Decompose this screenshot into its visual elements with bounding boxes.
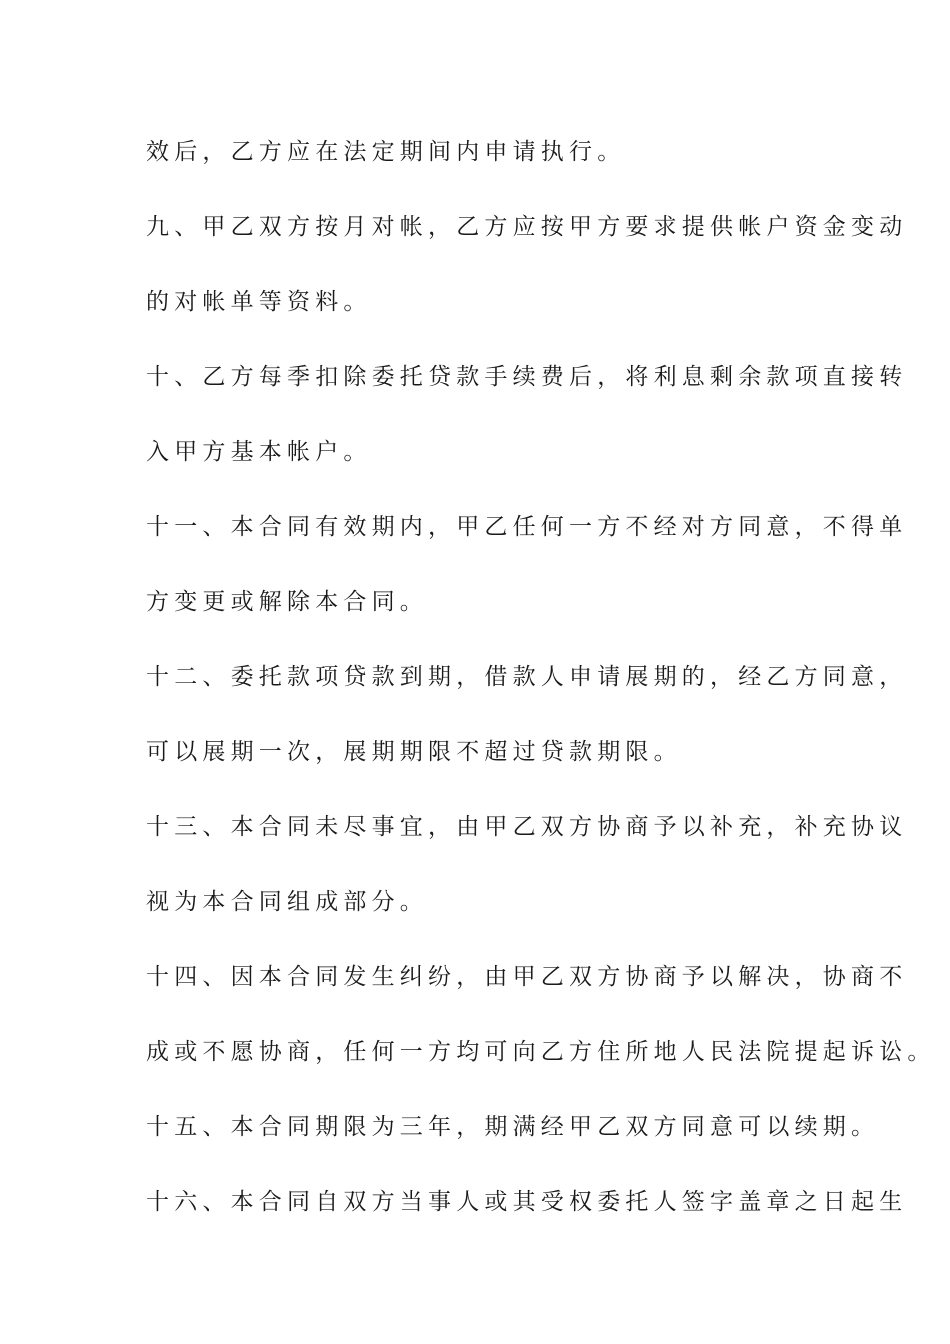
text-line: 九、甲乙双方按月对帐，乙方应按甲方要求提供帐户资金变动: [146, 214, 908, 240]
text-line: 十一、本合同有效期内，甲乙任何一方不经对方同意，不得单: [146, 514, 908, 540]
text-line: 可以展期一次，展期期限不超过贷款期限。: [146, 739, 682, 765]
text-line: 方变更或解除本合同。: [146, 589, 428, 615]
text-line: 入甲方基本帐户。: [146, 439, 372, 465]
text-line: 成或不愿协商，任何一方均可向乙方住所地人民法院提起诉讼。: [146, 1039, 936, 1065]
text-line: 十四、因本合同发生纠纷，由甲乙双方协商予以解决，协商不: [146, 964, 908, 990]
text-line: 视为本合同组成部分。: [146, 889, 428, 915]
text-line: 十二、委托款项贷款到期，借款人申请展期的，经乙方同意，: [146, 664, 908, 690]
text-line: 十、乙方每季扣除委托贷款手续费后，将利息剩余款项直接转: [146, 364, 908, 390]
text-line: 十三、本合同未尽事宜，由甲乙双方协商予以补充，补充协议: [146, 814, 908, 840]
text-line: 十五、本合同期限为三年，期满经甲乙双方同意可以续期。: [146, 1114, 880, 1140]
text-line: 的对帐单等资料。: [146, 289, 372, 315]
text-line: 十六、本合同自双方当事人或其受权委托人签字盖章之日起生: [146, 1189, 908, 1215]
text-line: 效后，乙方应在法定期间内申请执行。: [146, 139, 626, 165]
